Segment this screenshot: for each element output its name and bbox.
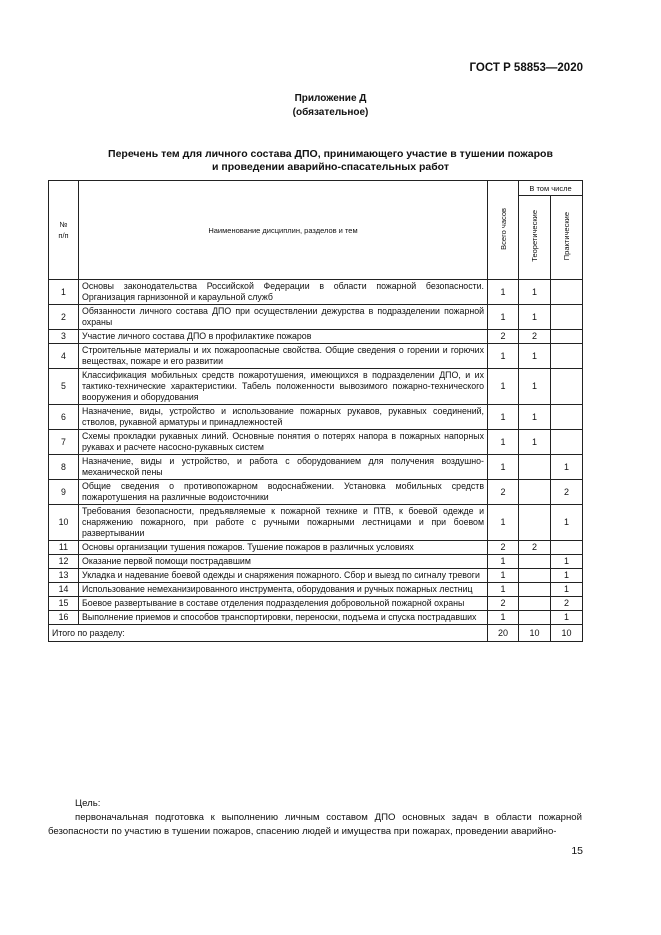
row-practice-hours: 1: [551, 583, 583, 597]
row-total-hours: 1: [488, 405, 519, 430]
row-topic: Оказание первой помощи пострадавшим: [79, 555, 488, 569]
row-number: 5: [49, 369, 79, 405]
row-practice-hours: [551, 541, 583, 555]
table-row: [49, 611, 583, 625]
row-practice-hours: [551, 330, 583, 344]
row-total-hours: 2: [488, 541, 519, 555]
row-number: 12: [49, 555, 79, 569]
row-topic: Обязанности личного состава ДПО при осуществлении дежурства в подразделении пожарной охраны: [79, 305, 488, 330]
annex-heading: [0, 92, 661, 120]
row-practice-hours: [551, 280, 583, 305]
row-total-hours: 1: [488, 280, 519, 305]
row-topic: Участие личного состава ДПО в профилактике пожаров: [79, 330, 488, 344]
row-practice-hours: 2: [551, 480, 583, 505]
row-topic: Классификация мобильных средств пожаротушения, имеющихся в подразделении ДПО, и их тактико-технические характеристики. Табель положенности вывозимого пожарно-технического вооружения и оборудования: [79, 369, 488, 405]
row-theory-hours: [519, 569, 551, 583]
row-theory-hours: 1: [519, 344, 551, 369]
row-topic: Назначение, виды, устройство и использование пожарных рукавов, рукавных соединений, стволов, рукавной арматуры и принадлежностей: [79, 405, 488, 430]
row-total-hours: 1: [488, 569, 519, 583]
row-topic: Боевое развертывание в составе отделения подразделения добровольной пожарной охраны: [79, 597, 488, 611]
header-name: Наименование дисциплин, разделов и тем: [79, 181, 488, 280]
row-number: 16: [49, 611, 79, 625]
row-topic: Выполнение приемов и способов транспортировки, переноски, подъема и спуска пострадавших: [79, 611, 488, 625]
row-number: 7: [49, 430, 79, 455]
row-practice-hours: [551, 305, 583, 330]
row-theory-hours: [519, 555, 551, 569]
row-number: 1: [49, 280, 79, 305]
row-total-hours: 1: [488, 344, 519, 369]
row-total-hours: 1: [488, 583, 519, 597]
header-practice: Практические: [562, 211, 571, 261]
table-row: [49, 541, 583, 555]
row-practice-hours: 1: [551, 611, 583, 625]
row-practice-hours: 1: [551, 505, 583, 541]
row-practice-hours: 1: [551, 455, 583, 480]
row-practice-hours: [551, 405, 583, 430]
header-practice-cell: [551, 196, 583, 280]
table-row: [49, 480, 583, 505]
row-topic: Основы законодательства Российской Федерации в области пожарной безопасности. Организация гарнизонной и караульной служб: [79, 280, 488, 305]
row-topic: Требования безопасности, предъявляемые к пожарной технике и ПТВ, к боевой одежде и снаряжению пожарного, при работе с ручными пожарными лестницами и при боевом развертывании: [79, 505, 488, 541]
table-row: [49, 369, 583, 405]
row-practice-hours: 1: [551, 569, 583, 583]
header-theory: Теоретические: [530, 210, 539, 262]
row-topic: Строительные материалы и их пожароопасные свойства. Общие сведения о горении и горючих веществах, пожаре и его развитии: [79, 344, 488, 369]
row-theory-hours: 1: [519, 280, 551, 305]
row-topic: Использование немеханизированного инструмента, оборудования и ручных пожарных лестниц: [79, 583, 488, 597]
row-total-hours: 1: [488, 369, 519, 405]
row-total-hours: 2: [488, 330, 519, 344]
total-theory: 10: [519, 625, 551, 642]
row-practice-hours: 2: [551, 597, 583, 611]
header-including: В том числе: [519, 181, 583, 196]
standard-number: ГОСТ Р 58853—2020: [469, 62, 583, 74]
topics-table: [48, 180, 583, 642]
row-theory-hours: [519, 611, 551, 625]
table-row: [49, 305, 583, 330]
row-theory-hours: [519, 597, 551, 611]
row-practice-hours: 1: [551, 555, 583, 569]
row-topic: Схемы прокладки рукавных линий. Основные понятия о потерях напора в пожарных напорных рукавах и расчете насосно-рукавных систем: [79, 430, 488, 455]
row-total-hours: 1: [488, 505, 519, 541]
row-number: 3: [49, 330, 79, 344]
header-total-cell: [488, 181, 519, 280]
row-total-hours: 2: [488, 597, 519, 611]
row-theory-hours: [519, 480, 551, 505]
row-theory-hours: 2: [519, 330, 551, 344]
row-total-hours: 1: [488, 430, 519, 455]
row-theory-hours: [519, 583, 551, 597]
header-number: № п/п: [49, 181, 79, 280]
row-topic: Общие сведения о противопожарном водоснабжении. Установка мобильных средств пожаротушения на различные водоисточники: [79, 480, 488, 505]
table-row: [49, 505, 583, 541]
row-number: 9: [49, 480, 79, 505]
table-row: [49, 455, 583, 480]
table-row: [49, 583, 583, 597]
document-title-line-1: Перечень тем для личного состава ДПО, принимающего участие в тушении пожаров: [108, 148, 553, 160]
table-row: [49, 430, 583, 455]
row-number: 11: [49, 541, 79, 555]
row-total-hours: 1: [488, 305, 519, 330]
row-theory-hours: 2: [519, 541, 551, 555]
header-theory-cell: [519, 196, 551, 280]
table-row: [49, 280, 583, 305]
purpose-label: Цель:: [75, 798, 101, 809]
row-theory-hours: 1: [519, 305, 551, 330]
row-practice-hours: [551, 430, 583, 455]
row-practice-hours: [551, 344, 583, 369]
row-number: 13: [49, 569, 79, 583]
page-number: 15: [571, 845, 583, 857]
row-number: 14: [49, 583, 79, 597]
table-row: [49, 405, 583, 430]
purpose-section: [48, 797, 582, 839]
row-number: 2: [49, 305, 79, 330]
table-row: [49, 344, 583, 369]
document-title: [0, 148, 661, 174]
annex-status: (обязательное): [292, 107, 369, 118]
table-row: [49, 597, 583, 611]
row-practice-hours: [551, 369, 583, 405]
table-row: [49, 330, 583, 344]
row-total-hours: 1: [488, 555, 519, 569]
purpose-text: первоначальная подготовка к выполнению личным составом ДПО основных задач в области пожарной безопасности по участию в тушении пожаров, спасению людей и имущества при пожарах, проведении аварийно-: [48, 812, 582, 837]
row-number: 4: [49, 344, 79, 369]
row-number: 6: [49, 405, 79, 430]
row-topic: Основы организации тушения пожаров. Тушение пожаров в различных условиях: [79, 541, 488, 555]
row-theory-hours: 1: [519, 405, 551, 430]
table-row: [49, 569, 583, 583]
document-title-line-2: и проведении аварийно-спасательных работ: [212, 161, 449, 173]
row-theory-hours: [519, 455, 551, 480]
row-topic: Назначение, виды и устройство, и работа с оборудованием для получения воздушно-механической пены: [79, 455, 488, 480]
row-number: 15: [49, 597, 79, 611]
total-practice: 10: [551, 625, 583, 642]
row-theory-hours: [519, 505, 551, 541]
row-total-hours: 1: [488, 611, 519, 625]
row-total-hours: 1: [488, 455, 519, 480]
row-theory-hours: 1: [519, 430, 551, 455]
row-theory-hours: 1: [519, 369, 551, 405]
row-total-hours: 2: [488, 480, 519, 505]
row-number: 8: [49, 455, 79, 480]
row-topic: Укладка и надевание боевой одежды и снаряжения пожарного. Сбор и выезд по сигналу тревоги: [79, 569, 488, 583]
total-row: [49, 625, 583, 642]
total-label: Итого по разделу:: [49, 625, 488, 642]
header-total: Всего часов: [498, 207, 508, 250]
row-number: 10: [49, 505, 79, 541]
total-hours: 20: [488, 625, 519, 642]
annex-title: Приложение Д: [294, 93, 367, 104]
table-row: [49, 555, 583, 569]
